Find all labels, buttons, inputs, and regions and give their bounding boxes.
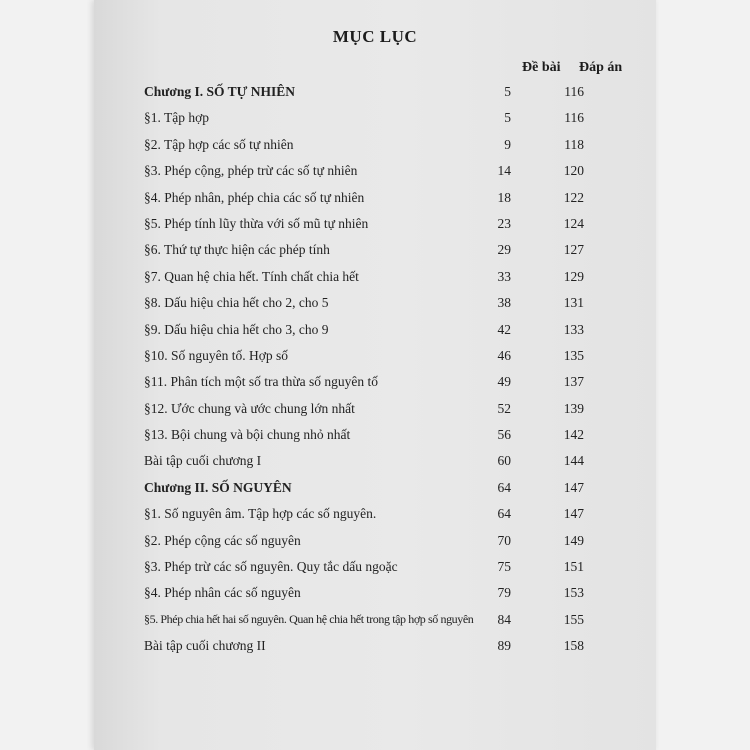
answer-page-number: 142 <box>563 427 584 443</box>
toc-entry-label: Bài tập cuối chương II <box>144 638 266 654</box>
answer-page-number: 158 <box>563 638 584 654</box>
answer-page-number: 137 <box>563 374 584 390</box>
toc-entry-label: §3. Phép cộng, phép trừ các số tự nhiên <box>144 163 358 179</box>
toc-chapter-row <box>94 78 656 104</box>
toc-row <box>94 263 656 289</box>
book-page <box>94 0 656 750</box>
toc-entry-label: §1. Số nguyên âm. Tập hợp các số nguyên. <box>144 506 377 522</box>
answer-page-number: 155 <box>563 611 584 627</box>
toc-chapter-row <box>94 474 656 500</box>
problem-page-number: 5 <box>504 84 511 99</box>
problem-page-number: 79 <box>497 585 511 601</box>
toc-entry-label: §10. Số nguyên tố. Hợp số <box>144 347 289 363</box>
toc-row <box>94 104 656 130</box>
toc-row <box>94 131 656 157</box>
answer-page-number: 135 <box>563 347 584 363</box>
problem-page-number: 23 <box>497 215 511 231</box>
toc-row <box>94 342 656 368</box>
toc-entry-label: Chương II. SỐ NGUYÊN <box>144 479 292 495</box>
problem-page-number: 56 <box>497 427 511 443</box>
toc-row <box>94 210 656 236</box>
toc-row <box>94 606 656 632</box>
toc-row <box>94 421 656 447</box>
problem-page-number: 46 <box>497 347 511 363</box>
column-header-answers: Đáp án <box>579 60 623 75</box>
problem-page-number: 75 <box>497 559 511 575</box>
answer-page-number: 124 <box>563 215 584 231</box>
problem-page-number: 60 <box>497 453 511 469</box>
toc-row <box>94 500 656 526</box>
answer-page-number: 151 <box>563 559 584 575</box>
answer-page-number: 144 <box>563 453 584 469</box>
problem-page-number: 42 <box>497 321 511 337</box>
answer-page-number: 147 <box>563 479 584 495</box>
toc-entry-label: §11. Phân tích một số tra thừa số nguyên tố <box>144 374 379 390</box>
problem-page-number: 64 <box>497 506 511 522</box>
toc-entry-label: §5. Phép chia hết hai số nguyên. Quan hệ chia hết trong tập hợp số nguyên <box>144 611 474 626</box>
answer-page-number: 133 <box>563 321 584 337</box>
problem-page-number: 52 <box>497 400 511 416</box>
answer-page-number: 116 <box>564 84 584 99</box>
problem-page-number: 5 <box>504 110 511 126</box>
toc-row <box>94 157 656 183</box>
answer-page-number: 139 <box>563 400 584 416</box>
toc-row <box>94 316 656 342</box>
toc-row <box>94 447 656 473</box>
toc-row <box>94 553 656 579</box>
toc-row <box>94 632 656 658</box>
toc-row <box>94 184 656 210</box>
toc-entry-label: §12. Ước chung và ước chung lớn nhất <box>144 400 355 416</box>
toc-entry-label: §8. Dấu hiệu chia hết cho 2, cho 5 <box>144 295 329 311</box>
toc-entry-label: §2. Tập hợp các số tự nhiên <box>144 136 294 152</box>
problem-page-number: 84 <box>497 611 511 627</box>
toc-row <box>94 289 656 315</box>
toc-entry-label: §9. Dấu hiệu chia hết cho 3, cho 9 <box>144 321 329 337</box>
page-title: MỤC LỤC <box>332 27 418 46</box>
toc-entry-label: §2. Phép cộng các số nguyên <box>144 532 301 548</box>
toc-entry-label: §13. Bội chung và bội chung nhỏ nhất <box>144 427 351 443</box>
problem-page-number: 64 <box>497 479 511 495</box>
toc-row <box>94 236 656 262</box>
toc-entry-label: §4. Phép nhân, phép chia các số tự nhiên <box>144 189 365 205</box>
toc-row <box>94 527 656 553</box>
answer-page-number: 153 <box>563 585 584 601</box>
toc-row <box>94 368 656 394</box>
table-of-contents <box>94 78 656 659</box>
problem-page-number: 33 <box>497 268 511 284</box>
problem-page-number: 70 <box>497 532 511 548</box>
answer-page-number: 129 <box>563 268 584 284</box>
problem-page-number: 14 <box>497 163 511 179</box>
answer-page-number: 116 <box>564 110 584 126</box>
problem-page-number: 38 <box>497 295 511 311</box>
toc-entry-label: Bài tập cuối chương I <box>144 453 262 469</box>
answer-page-number: 127 <box>563 242 584 258</box>
toc-entry-label: §7. Quan hệ chia hết. Tính chất chia hết <box>144 268 359 284</box>
toc-row <box>94 395 656 421</box>
answer-page-number: 147 <box>563 506 584 522</box>
answer-page-number: 118 <box>564 136 584 152</box>
answer-page-number: 131 <box>563 295 584 311</box>
problem-page-number: 18 <box>497 189 511 205</box>
toc-row <box>94 579 656 605</box>
answer-page-number: 149 <box>563 532 584 548</box>
toc-entry-label: §4. Phép nhân các số nguyên <box>144 585 301 601</box>
toc-entry-label: §1. Tập hợp <box>144 110 210 126</box>
answer-page-number: 120 <box>563 163 584 179</box>
toc-entry-label: §6. Thứ tự thực hiện các phép tính <box>144 242 330 258</box>
problem-page-number: 29 <box>497 242 511 258</box>
toc-entry-label: Chương I. SỐ TỰ NHIÊN <box>144 84 295 99</box>
column-header-problems: Đề bài <box>522 60 561 75</box>
toc-entry-label: §5. Phép tính lũy thừa với số mũ tự nhiên <box>144 215 369 231</box>
problem-page-number: 9 <box>504 136 511 152</box>
toc-entry-label: §3. Phép trừ các số nguyên. Quy tắc dấu ngoặc <box>144 559 398 575</box>
problem-page-number: 49 <box>497 374 511 390</box>
answer-page-number: 122 <box>563 189 584 205</box>
problem-page-number: 89 <box>497 638 511 654</box>
